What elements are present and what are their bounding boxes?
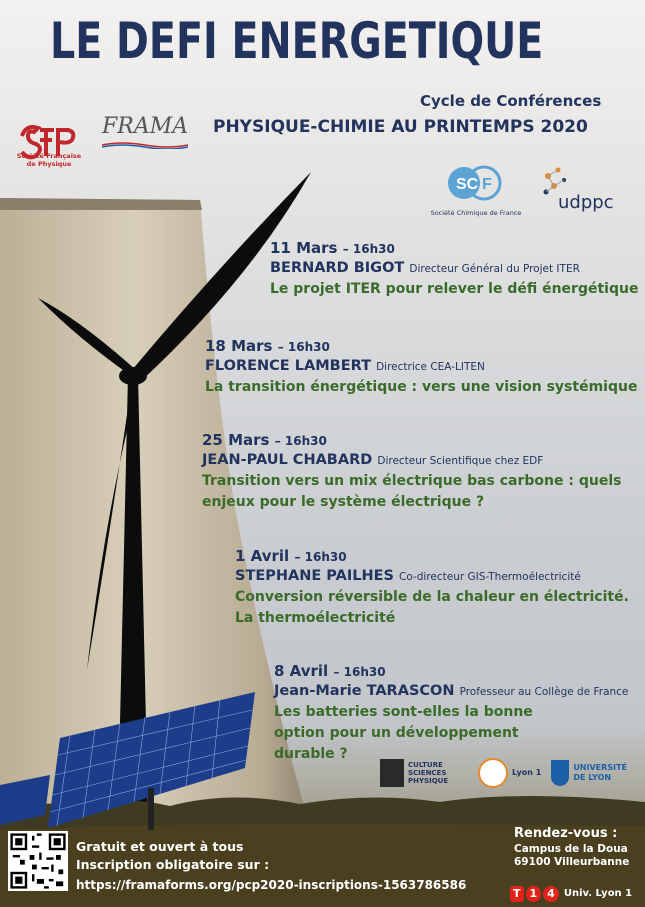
talk-title: Transition vers un mix électrique bas carbone : quels enjeux pour le système électrique ? (202, 473, 622, 510)
talk-time: – 16h30 (333, 665, 386, 679)
free-entry-text: Gratuit et ouvert à tous (76, 839, 244, 854)
udppc-icon (540, 166, 630, 214)
lyon1-name: Lyon 1 (512, 768, 542, 777)
tram-stop: Univ. Lyon 1 (563, 888, 633, 899)
tram-info (510, 885, 632, 903)
talk-time: – 16h30 (277, 340, 330, 354)
frama-wave-icon (102, 141, 188, 149)
speaker-name: FLORENCE LAMBERT (205, 358, 372, 374)
svg-text:F: F (482, 176, 492, 193)
speaker-name: JEAN-PAUL CHABARD (202, 452, 373, 468)
talk-1 (270, 238, 638, 300)
qr-code-icon[interactable] (8, 831, 68, 891)
campus-address: Campus de la Doua (514, 843, 628, 855)
scf-icon (428, 163, 524, 205)
speaker-role: Directeur Général du Projet ITER (409, 263, 580, 275)
tram-icon: T (510, 886, 524, 902)
lyon1-logo (478, 758, 541, 788)
talk-title: La transition énergétique : vers une vision systémique (205, 379, 638, 395)
frama-logo: FRAMA (102, 114, 189, 139)
talk-date: 11 Mars (270, 239, 338, 257)
registration-link[interactable]: https://framaforms.org/pcp2020-inscriptions-1563786586 (76, 878, 467, 892)
speaker-role: Professeur au Collège de France (459, 686, 629, 698)
talk-time: – 16h30 (294, 550, 347, 564)
talk-3 (202, 430, 632, 513)
talk-time: – 16h30 (274, 434, 327, 448)
scf-name: Société Chimique de France (430, 209, 522, 217)
talk-title: Les batteries sont-elles la bonne option pour un développement durable ? (274, 704, 533, 762)
lion-shield-icon (551, 760, 569, 786)
talk-date: 1 Avril (235, 547, 290, 565)
univ-name: UNIVERSITÉ DE LYON (573, 763, 627, 782)
svg-text:SC: SC (456, 176, 479, 193)
speaker-name: Jean-Marie TARASCON (274, 683, 455, 699)
solar-panel-image (0, 680, 260, 830)
culture-icon (380, 759, 404, 787)
talk-title: Conversion réversible de la chaleur en électricité. La thermoélectricité (235, 589, 629, 626)
tram-line-4: 4 (543, 886, 559, 902)
cycle-label: Cycle de Conférences (420, 92, 602, 110)
culture-logo (380, 759, 468, 787)
talk-date: 25 Mars (202, 431, 270, 449)
speaker-name: STEPHANE PAILHES (235, 568, 394, 584)
scf-logo (428, 163, 524, 219)
speaker-role: Co-directeur GIS-Thermoélectricité (399, 571, 581, 583)
tram-line-1: 1 (526, 886, 542, 902)
partner-logos (380, 758, 627, 788)
talk-5 (274, 661, 628, 765)
univ-lyon-logo (551, 760, 627, 786)
speaker-role: Directeur Scientifique chez EDF (377, 455, 544, 467)
talk-date: 8 Avril (274, 662, 329, 680)
rdv-label: Rendez-vous : (514, 826, 618, 841)
talk-title: Le projet ITER pour relever le défi énergétique (270, 281, 639, 297)
subtitle: PHYSIQUE-CHIMIE AU PRINTEMPS 2020 (213, 117, 588, 137)
talk-4 (235, 546, 640, 629)
culture-name: CULTURE SCIENCES PHYSIQUE (408, 761, 449, 785)
page-title: LE DEFI ENERGETIQUE (50, 12, 544, 70)
udppc-logo (540, 166, 630, 214)
svg-text:udppc: udppc (558, 192, 614, 213)
speaker-role: Directrice CEA-LITEN (376, 361, 485, 373)
talk-time: – 16h30 (342, 242, 395, 256)
registration-label: Inscription obligatoire sur : (76, 857, 270, 872)
speaker-name: BERNARD BIGOT (270, 260, 405, 276)
city-address: 69100 Villeurbanne (514, 856, 630, 868)
talk-2 (205, 336, 637, 398)
sfp-name: Société Française de Physique (16, 152, 82, 168)
lyon1-icon (478, 758, 508, 788)
talk-date: 18 Mars (205, 337, 273, 355)
